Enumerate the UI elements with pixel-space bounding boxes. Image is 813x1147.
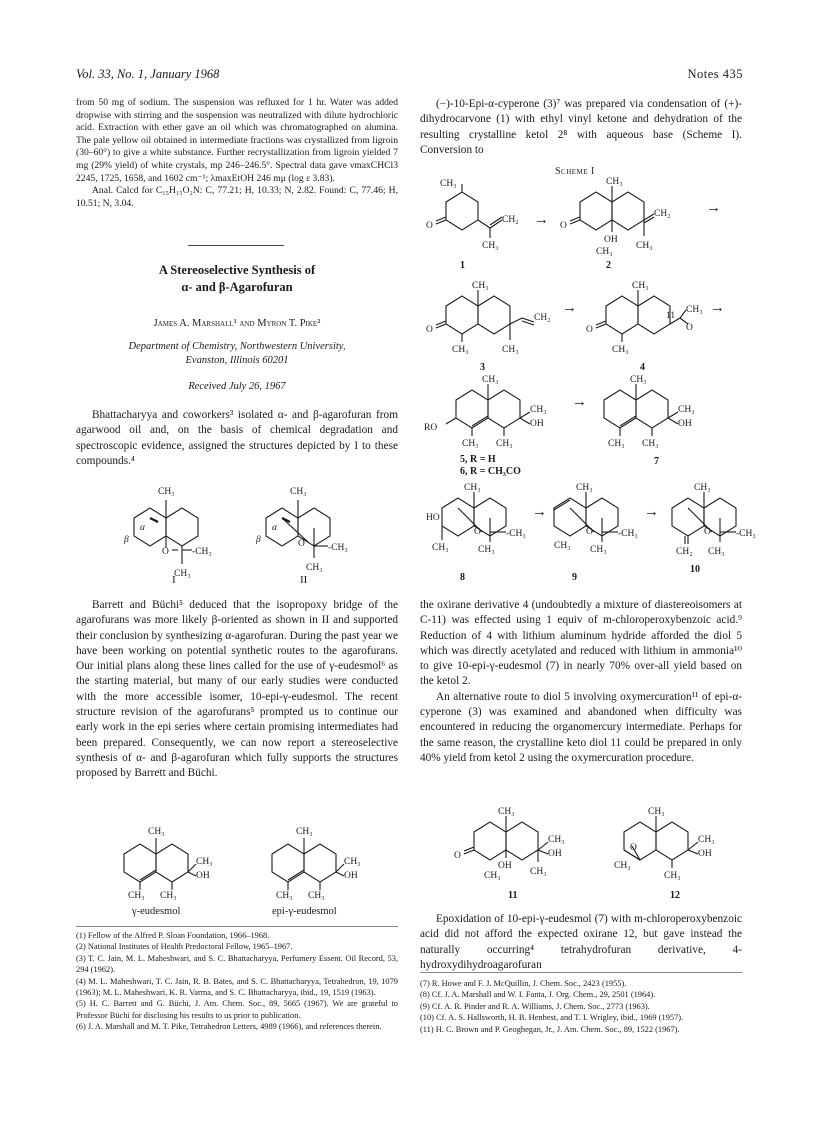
arrow-8-to-9: →	[532, 504, 547, 520]
compound-10-ch3-right: -CH₃	[736, 529, 756, 539]
compound-2	[556, 177, 676, 275]
structure-I-label: I	[172, 574, 176, 586]
compound-9-label: 9	[572, 572, 577, 583]
compound-11-oxygen: O	[454, 851, 461, 861]
compound-3-ch2: CH₂	[534, 313, 551, 323]
analysis-paragraph: Anal. Calcd for C₁₅H₁₅O₂N: C, 77.21; H, 10.33; N, 2.82. Found: C, 77.46; H, 10.51; N, 3.04.	[76, 185, 398, 209]
compound-12-ch3-bottom: CH₃	[664, 871, 681, 881]
gamma-eudesmol-ch3-bottom: CH₃	[160, 891, 177, 901]
compound-9-ch3-top: CH₃	[576, 483, 593, 493]
compound-4-oxygen: O	[586, 325, 593, 335]
arrow-2-to-3: →	[706, 200, 721, 216]
compound-9-ch3-bottom: CH₃	[590, 545, 607, 555]
structure-I-ch3-bottom: CH₃	[174, 569, 191, 579]
compound-1-label: 1	[460, 260, 465, 271]
compound-4-c11: 11	[666, 311, 676, 321]
compound-4-ch3-right: CH₃	[686, 305, 703, 315]
compound-3-ch3-top: CH₃	[472, 281, 489, 291]
article-affiliation	[76, 340, 398, 367]
structure-II-ch3-bottom: CH₃	[306, 563, 323, 573]
compound-5-ch3-top: CH₃	[482, 375, 499, 385]
footnote-4: (4) M. L. Maheshwari, T. C. Jain, R. B. Bates, and S. C. Bhattacharyya, Tetrahedron, 19, 1079 (1963); M. L. Maheshwari, K. R. Varma, and S. C. Bhattacharyya, ibid., 19, 1519 (1963).	[76, 976, 398, 998]
epi-eudesmol-ch3-top: CH₃	[296, 827, 313, 837]
compound-8-ch3-left: CH₃	[432, 543, 449, 553]
compound-7-label: 7	[654, 456, 659, 467]
scheme-title: Scheme I	[555, 166, 595, 177]
experimental-paragraph: from 50 mg of sodium. The suspension was refluxed for 1 hr. Water was added dropwise with stirring and the suspension was neutralized with dilute hydrochloric acid. Extraction with ether gave an oil which was chromatographed on alumina. The pale yellow oil obtained in intermediate fractions was crystallized from ligroin (30–60°) to give a white substance. Further recrystallization from ligroin yielded 7 mg (29% yield) of white crystals, mp 246–246.5°. Spectral data gave νmaxCHCl3 2245, 1725, 1658, and 1602 cm⁻¹; λmaxEtOH 246 mμ (log ε 3.83).	[76, 97, 398, 184]
main-text: Barrett and Büchi⁵ deduced that the isopropoxy bridge of the agarofurans was more likely β-oriented as shown in II and supported their conclusion by synthesizing α-agarofuran. During the past year we have been working on potential synthetic routes to the agarofurans. Our initial plans along these lines called for the use of γ-eudesmol⁶ as the starting material, but many of our early studies were conducted with the more accessible isomer, 10-epi-γ-eudesmol. The recent structure revision of the agarofurans⁵ prompted us to continue our early work in the epi series where certain promising intermediates had been prepared. Consequently, we can now report a stereoselective synthesis of α- and β-agarofuran which fully supports the structures proposed by Barrett and Büchi.	[76, 599, 398, 780]
compound-2-ch2: CH₂	[654, 209, 671, 219]
compound-7-ch3-left: CH₃	[608, 439, 625, 449]
structure-I-ch3-top: CH₃	[158, 487, 175, 497]
compound-9	[540, 483, 650, 583]
compound-4-ch3-top: CH₃	[632, 281, 649, 291]
compound-3-ch3-left: CH₃	[452, 345, 469, 355]
compound-9-ch3-right: -CH₃	[618, 529, 638, 539]
right-main-text: the oxirane derivative 4 (undoubtedly a mixture of diastereoisomers at C-11) was effected using 1 equiv of m-chloroperoxybenzoic acid.⁹ Reduction of 4 with lithium aluminum hydride afforded the diol 5 which was directly acetylated and reduced with lithium in ammonia¹⁰ to give 10-epi-γ-eudesmol (7) in nearly 70% over-all yield based on the ketol 2.	[420, 599, 742, 688]
gamma-eudesmol-oh: OH	[196, 871, 210, 881]
compound-9-ch3-left: CH₃	[554, 541, 571, 551]
footnote-5: (5) H. C. Barrett and G. Büchi, J. Am. Chem. Soc., 89, 5665 (1967). We are grateful to Professor Büchi for disclosing his results to us prior to publication.	[76, 999, 398, 1020]
structure-II	[252, 480, 372, 595]
compound-7	[590, 374, 710, 467]
structure-epi-gamma-eudesmol	[258, 827, 378, 905]
structure-II-oxygen: O	[298, 539, 305, 549]
compound-11-ch3-right: CH₃	[548, 835, 565, 845]
gamma-eudesmol-ch3-right: CH₃	[196, 857, 213, 867]
received-date: Received July 26, 1967	[188, 381, 286, 392]
compound-2-ch3-left: CH₃	[596, 247, 613, 257]
article-title-line-2: α- and β-Agarofuran	[181, 280, 293, 294]
right-intro-paragraph	[420, 97, 742, 158]
epi-eudesmol-ch3-right: CH₃	[344, 857, 361, 867]
compound-11-oh-ring: OH	[498, 861, 512, 871]
structure-I-alpha: α	[140, 523, 145, 533]
compound-8-ch3-bottom: CH₃	[478, 545, 495, 555]
footnote-3: (3) T. C. Jain, M. L. Maheshwari, and S. C. Bhattacharyya, Perfumery Essent. Oil Record, 53, 294 (1962).	[76, 953, 398, 975]
epi-eudesmol-ch3-bottom: CH₃	[308, 891, 325, 901]
structure-II-ch3-top: CH₃	[290, 487, 307, 497]
compound-2-oxygen: O	[560, 221, 567, 231]
compound-7-ch3-right: CH₃	[678, 405, 695, 415]
left-footnotes	[76, 930, 398, 1033]
compound-5-ch3-bottom: CH₃	[496, 439, 513, 449]
structure-I	[120, 480, 230, 595]
footnote-10: (10) Cf. A. S. Hallsworth, H. B. Henbest, and T. I. Wrigley, ibid., 1969 (1957).	[420, 1013, 684, 1023]
compound-7-oh: OH	[678, 419, 692, 429]
compound-10-oxygen: O	[704, 527, 711, 537]
arrow-4-to-5: →	[710, 300, 725, 316]
arrow-3-to-4: →	[562, 300, 577, 316]
compound-10-ch2: CH₂	[676, 547, 693, 557]
compound-12	[610, 807, 730, 901]
compound-1-oxygen: O	[426, 221, 433, 231]
compound-3	[422, 280, 552, 373]
footnote-rule-right	[420, 972, 742, 973]
affiliation-line-2: Evanston, Illinois 60201	[185, 354, 289, 366]
compound-5-label: 5, R = H	[460, 454, 496, 465]
main-paragraph	[76, 598, 398, 782]
compound-1-ch3-top: CH₃	[440, 179, 457, 189]
article-title	[76, 262, 398, 296]
right-alt-route-text: An alternative route to diol 5 involving oxymercuration¹¹ of epi-α-cyperone (3) was examined and abandoned when difficulty was encountered in reducing the organomercury intermediate. Perhaps for the same reason, the crystalline keto diol 11 could be prepared in only 40% yield from ketol 2 using the oxymercuration procedure.	[420, 690, 742, 764]
right-intro-text: (−)-10-Epi-α-cyperone (3)⁷ was prepared via condensation of (+)-dihydrocarvone (1) with ethyl vinyl ketone and dehydration of the resulting crystalline ketol 2⁸ with aqueous base (Scheme I). Conversion to	[420, 98, 742, 156]
compound-12-ch3-left: CH₃	[614, 861, 631, 871]
compound-12-ch3-right: CH₃	[698, 835, 715, 845]
footnote-7: (7) R. Howe and F. J. McQuillin, J. Chem. Soc., 2423 (1955).	[420, 979, 627, 988]
compound-12-oh: OH	[698, 849, 712, 859]
structure-II-alpha: α	[272, 523, 277, 533]
arrow-9-to-10: →	[644, 504, 659, 520]
compound-11	[450, 807, 580, 901]
compound-8-oxygen: O	[474, 527, 481, 537]
right-main-paragraph	[420, 598, 742, 766]
arrow-5-to-7: →	[572, 394, 587, 410]
compound-10-ch3-bottom: CH₃	[708, 547, 725, 557]
structure-II-label: II	[300, 574, 308, 586]
compound-4	[582, 280, 703, 373]
compound-10	[658, 483, 768, 575]
right-epoxidation-text: Epoxidation of 10-epi-γ-eudesmol (7) with m-chloroperoxybenzoic acid did not afford the expected oxirane 12, but gave instead the naturally occurring⁴ tetrahydrofuran derivative, 4-hydroxydihydroagarofuran	[420, 913, 742, 971]
compound-3-ch3-right: CH₃	[502, 345, 519, 355]
compound-5-oh: OH	[530, 419, 544, 429]
compound-11-ch3-left: CH₃	[484, 871, 501, 881]
compound-12-epoxide-o: O	[630, 843, 637, 853]
intro-paragraph	[76, 408, 398, 469]
gamma-eudesmol-ch3-top: CH₃	[148, 827, 165, 837]
structure-II-beta: β	[256, 535, 261, 545]
compound-4-label: 4	[640, 362, 645, 373]
compound-1	[422, 179, 522, 271]
compound-1-ch2: CH₂	[502, 215, 519, 225]
footnote-2: (2) National Institutes of Health Predoctoral Fellow, 1965–1967.	[76, 942, 293, 952]
structure-I-ch3-right: -CH₃	[192, 547, 212, 557]
compound-5-ch3-right: CH₃	[530, 405, 547, 415]
compound-1-ch3-bottom: CH₃	[482, 241, 499, 251]
compound-11-oh-right: OH	[548, 849, 562, 859]
article-separator	[188, 245, 284, 246]
compound-2-label: 2	[606, 260, 611, 271]
compound-3-oxygen: O	[426, 325, 433, 335]
footnote-6: (6) J. A. Marshall and M. T. Pike, Tetrahedron Letters, 4989 (1966), and references therein.	[76, 1022, 382, 1032]
epi-gamma-eudesmol-label: epi-γ-eudesmol	[272, 906, 337, 917]
compound-2-ch3-top: CH₃	[606, 177, 623, 187]
compound-5-ro: RO	[424, 423, 438, 433]
right-footnotes	[420, 978, 742, 1035]
compound-12-label: 12	[670, 890, 680, 901]
footnote-9: (9) Cf. A. R. Pinder and R. A. Williams, J. Chem. Soc., 2773 (1963).	[420, 1001, 650, 1011]
compound-8-ch3-top: CH₃	[464, 483, 481, 493]
intro-text: Bhattacharyya and coworkers³ isolated α- and β-agarofuran from agarwood oil and, on the basis of chemical degradation and spectroscopic evidence, assigned the structures depicted by I to these compounds.⁴	[76, 409, 398, 467]
compound-4-epoxide-o: O	[686, 323, 693, 333]
compound-10-label: 10	[690, 564, 700, 575]
compound-5-ch3-left: CH₃	[462, 439, 479, 449]
right-epoxidation-paragraph	[420, 912, 742, 973]
compound-2-ch3-right: CH₃	[636, 241, 653, 251]
compound-11-ch3-bottom: CH₃	[530, 867, 547, 877]
compound-11-ch3-top: CH₃	[498, 807, 515, 817]
compound-5-6	[422, 374, 562, 477]
epi-eudesmol-oh: OH	[344, 871, 358, 881]
compound-8	[422, 483, 532, 583]
gamma-eudesmol-ch3-left: CH₃	[128, 891, 145, 901]
compound-2-oh: OH	[604, 235, 618, 245]
article-title-line-1: A Stereoselective Synthesis of	[158, 263, 316, 277]
compound-8-label: 8	[460, 572, 465, 583]
compound-9-oxygen: O	[586, 527, 593, 537]
compound-11-label: 11	[508, 890, 518, 901]
compound-8-ch3-right: -CH₃	[506, 529, 526, 539]
compound-10-ch3-top: CH₃	[694, 483, 711, 493]
running-header-right: Notes 435	[687, 67, 743, 81]
compound-4-ch3-bottom: CH₃	[612, 345, 629, 355]
running-header-left: Vol. 33, No. 1, January 1968	[76, 67, 220, 81]
compound-12-ch3-top: CH₃	[648, 807, 665, 817]
gamma-eudesmol-label: γ-eudesmol	[132, 906, 181, 917]
epi-eudesmol-ch3-left: CH₃	[276, 891, 293, 901]
structure-I-oxygen: O	[162, 547, 169, 557]
footnote-11: (11) H. C. Brown and P. Geoghegan, Jr., J. Am. Chem. Soc., 89, 1522 (1967).	[420, 1024, 680, 1034]
compound-7-ch3-bottom: CH₃	[642, 439, 659, 449]
structure-gamma-eudesmol	[110, 827, 230, 905]
article-authors: James A. Marshall¹ and Myron T. Pike²	[153, 318, 321, 329]
affiliation-line-1: Department of Chemistry, Northwestern University,	[128, 341, 346, 352]
compound-3-label: 3	[480, 362, 485, 373]
compound-8-ho: HO	[426, 513, 440, 523]
footnote-1: (1) Fellow of the Alfred P. Sloan Foundation, 1966–1968.	[76, 931, 270, 940]
compound-7-ch3-top: CH₃	[630, 375, 647, 385]
structure-I-beta: β	[124, 535, 129, 545]
footnote-8: (8) Cf. J. A. Marshall and W. I. Fanta, J. Org. Chem., 29, 2501 (1964).	[420, 990, 656, 1000]
arrow-1-to-2: →	[534, 212, 549, 228]
footnote-rule-left	[76, 926, 398, 927]
structure-II-ch3-right: -CH₃	[328, 543, 348, 553]
compound-6-label: 6, R = CH₃CO	[460, 466, 521, 477]
previous-article-experimental	[76, 97, 398, 210]
